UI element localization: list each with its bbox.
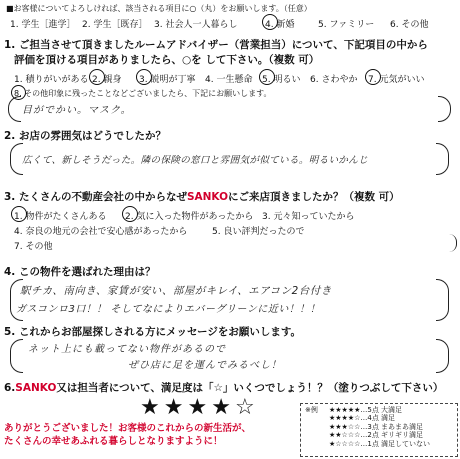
legend-row-5: ★☆☆☆☆…1点 満足していない bbox=[329, 439, 431, 448]
header-note: ■お客様についてよろしければ、該当される項目に○（丸）をお願いします。（任意） bbox=[6, 4, 312, 13]
star-3[interactable]: ★ bbox=[187, 395, 212, 420]
q1-bracket-right bbox=[438, 96, 451, 122]
q1-title: 1. ご担当させて頂きましたルームアドバイザー（営業担当）について、下記項目の中から bbox=[4, 39, 428, 51]
q5-bracket-left bbox=[10, 339, 23, 373]
star-4[interactable]: ★ bbox=[211, 395, 235, 420]
q4-answer-line2[interactable]: ガスコンロ3口！！ そしてなによりエバーグリーンに近い！！！ bbox=[16, 304, 321, 315]
footer-line-2: たくさんの幸せあふれる暮らしとなりますように！ bbox=[4, 436, 223, 447]
legend-row-1: ★★★★★…5点 大満足 bbox=[329, 406, 403, 414]
q1-option-4[interactable]: 4. 一生懸命 bbox=[205, 75, 253, 85]
q1-circle-2 bbox=[89, 69, 105, 85]
q0-circle-mark bbox=[262, 14, 278, 30]
q0-option-1[interactable]: 1. 学生［進学］ bbox=[10, 20, 76, 30]
q0-option-2[interactable]: 2. 学生［既存］ bbox=[82, 20, 148, 30]
q3-option-7[interactable]: 7. その他 bbox=[14, 242, 53, 252]
q0-option-5[interactable]: 5. ファミリー bbox=[318, 20, 375, 30]
q3-option-2[interactable]: 2. 気に入った物件があったから bbox=[125, 212, 254, 222]
q2-title: 2. お店の雰囲気はどうでしたか？ bbox=[4, 130, 166, 142]
star-2[interactable]: ★ bbox=[163, 395, 188, 420]
legend-row-4: ★★☆☆☆…2点 ギリギリ満足 bbox=[329, 431, 424, 440]
star-1[interactable]: ★ bbox=[140, 395, 164, 420]
q5-title: 5. これからお部屋探しされる方にメッセージをお願いします。 bbox=[4, 326, 301, 338]
q3-bracket-right bbox=[448, 234, 457, 252]
q1-option-7[interactable]: 7. 元気がいい bbox=[368, 75, 425, 85]
q2-answer[interactable]: 広くて、新しそうだった。隣の保険の窓口と雰囲気が似ている。明るいかんじ bbox=[22, 155, 369, 166]
q1-option-2[interactable]: 2. 親身 bbox=[92, 75, 122, 85]
legend-row-2: ★★★★☆…4点 満足 bbox=[329, 414, 396, 423]
footer-line-1: ありがとうございました！お客様のこれからの新生活が、 bbox=[4, 423, 252, 434]
rating-stars[interactable] bbox=[140, 395, 259, 420]
q6-title-b: 又は担当者について、満足度は「☆」いくつでしょう！？（塗りつぶして下さい） bbox=[56, 382, 444, 394]
q3-option-4[interactable]: 4. 奈良の地元の会社で安心感があったから bbox=[14, 227, 188, 237]
rating-legend bbox=[300, 403, 458, 457]
q1-circle-5 bbox=[259, 69, 275, 85]
q1-title-2: 評価を頂ける項目がありましたら、○を して下さい。（複数 可） bbox=[14, 54, 320, 66]
q5-answer-line1[interactable]: ネット上にも載ってない物件があるので bbox=[28, 344, 226, 355]
q3-option-3[interactable]: 3. 元々知っていたから bbox=[262, 212, 355, 222]
q6-brand: SANKO bbox=[15, 382, 57, 394]
q6-title-a: 6. bbox=[4, 382, 16, 394]
q2-bracket-right bbox=[436, 143, 449, 175]
q4-title: 4. この物件を選ばれた理由は？ bbox=[4, 266, 156, 278]
q0-option-6[interactable]: 6. その他 bbox=[390, 20, 429, 30]
q5-bracket-right bbox=[436, 339, 449, 373]
q1-option-5[interactable]: 5. 明るい bbox=[262, 75, 301, 85]
star-5[interactable]: ☆ bbox=[234, 395, 259, 420]
q0-option-3[interactable]: 3. 社会人一人暮らし bbox=[154, 20, 238, 30]
q1-circle-3 bbox=[136, 69, 152, 85]
q1-circle-7 bbox=[365, 69, 381, 85]
q3-circle-1 bbox=[11, 206, 27, 222]
q3-option-1[interactable]: 1. 物件がたくさんある bbox=[14, 212, 107, 222]
q3-title bbox=[4, 189, 400, 204]
q1-answer[interactable]: 目がでかい。マスク。 bbox=[22, 105, 132, 116]
q1-option-1[interactable]: 1. 積りがいがある bbox=[14, 75, 89, 85]
q3-title-a: 3. たくさんの不動産会社の中からなぜ bbox=[4, 191, 187, 203]
q1-option-3[interactable]: 3. 説明が丁寧 bbox=[139, 75, 196, 85]
q3-option-5[interactable]: 5. 良い評判だったので bbox=[212, 227, 305, 237]
q5-answer-line2[interactable]: ぜひ店に足を運んでみるべし！ bbox=[128, 360, 282, 371]
q1-option-6[interactable]: 6. さわやか bbox=[310, 75, 358, 85]
q3-title-b: にご来店頂きましたか？（複数 可） bbox=[228, 191, 400, 203]
legend-title: ※例 bbox=[305, 406, 318, 414]
q4-answer-line1[interactable]: 駅チカ、南向き、家賃が安い、部屋がキレイ、エアコン2台付き bbox=[20, 285, 332, 297]
q1-option-8[interactable]: 8. その他印象に残ったことなどございましたら、下記にお願いします。 bbox=[14, 89, 272, 98]
q0-option-4[interactable]: 4. 新婚 bbox=[265, 20, 295, 30]
q4-bracket-right bbox=[436, 279, 449, 321]
q1-bracket-left bbox=[8, 96, 21, 122]
q6-title bbox=[4, 380, 443, 395]
q3-circle-2 bbox=[122, 206, 138, 222]
q3-brand: SANKO bbox=[186, 191, 229, 203]
legend-row-3: ★★★☆☆…3点 まあまあ満足 bbox=[329, 422, 424, 431]
